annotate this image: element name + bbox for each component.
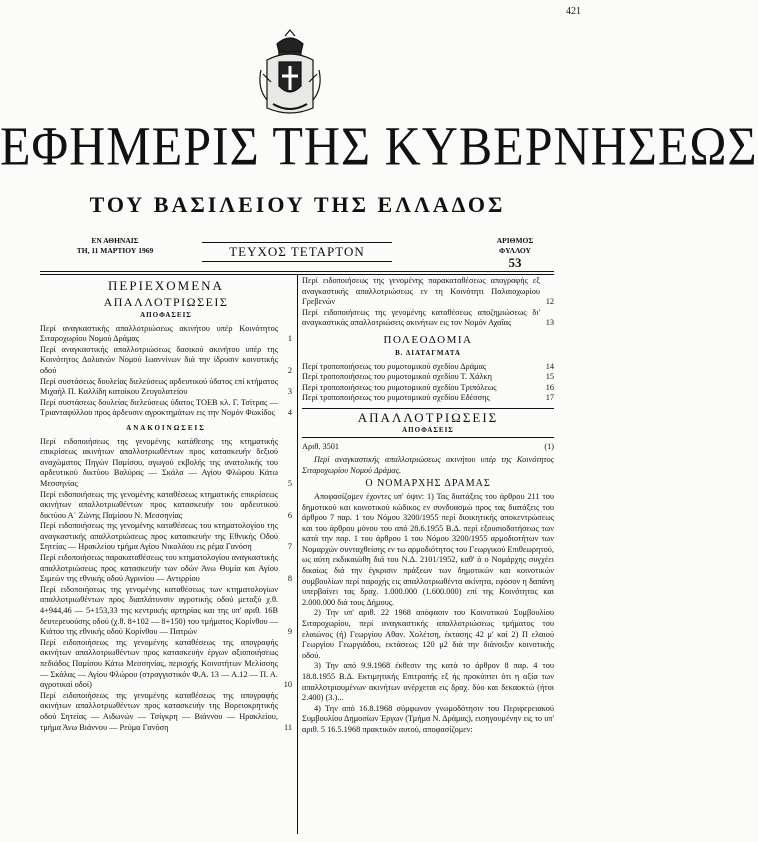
contents-entry-page: 7 [287, 542, 292, 552]
contents-entry [302, 393, 554, 404]
contents-entry-text: Περί τροποποιήσεως του ρυμοτομικού σχεδίου Δράμας [302, 361, 487, 371]
contents-entry [40, 490, 292, 522]
sheet-number: 53 [508, 255, 522, 270]
masthead-title: ΕΦΗΜΕΡΙΣ ΤΗΣ ΚΥΒΕΡΝΗΣΕΩΣ [0, 115, 758, 177]
main-section-title: ΑΠΑΛΛΟΤΡΙΩΣΕΙΣ [357, 409, 499, 425]
decision-mark: (1) [544, 441, 554, 451]
contents-entry-text: Περί ειδοποιήσεως της γενομένης καταθέσεως αποζημιώσεως δι' αναγκαστικάς απαλλοτριώσεις ακινήτων εις τον Νομόν Αχαΐας [302, 307, 540, 328]
decision-header [302, 442, 554, 453]
contents-entry-text: Περί συστάσεως δουλείας διελεύσεως αρδευτικού ύδατος επί κτήματος Μιχαήλ Π. Καλλίδη κατοίκου Ζευγολατείου [40, 376, 278, 397]
contents-entry [302, 308, 554, 329]
contents-entry [40, 553, 292, 585]
contents-entry-page: 4 [287, 408, 292, 418]
left-column [40, 276, 292, 733]
contents-entry [40, 398, 292, 419]
contents-entry [40, 437, 292, 490]
contents-entry-page: 10 [283, 680, 292, 690]
contents-entry [302, 372, 554, 383]
contents-entry [40, 345, 292, 377]
prefect-title: Ο ΝΟΜΑΡΧΗΣ ΔΡΑΜΑΣ [365, 478, 491, 490]
contents-entry-text: Περί τροποποιήσεως του ρυμοτομικού σχεδίου Τριπόλεως [302, 382, 497, 392]
contents-entry-text: Περί τροποποιήσεως του ρυμοτομικού σχεδίου Εδέσσης [302, 393, 490, 403]
contents-entry [302, 276, 554, 308]
contents-entry [40, 377, 292, 398]
contents-entry-text: Περί αναγκαστικής απαλλοτριώσεως ακινήτου υπέρ Κοινότητος Σιταροχωρίου Νομού Δράμας [40, 323, 278, 344]
contents-entry-text: Περί ειδοποιήσεως της γενομένης παρακαταθέσεως απογραφής εξ αναγκαστικής απαλλοτριώσεως εν τη Κοινότητι Παλαιοχωρίου Γρεβενών [302, 276, 540, 307]
issue-date-block [60, 236, 170, 256]
contents-entry-page: 14 [545, 361, 554, 371]
issue-date: ΤΗ, 11 ΜΑΡΤΙΟΥ 1969 [76, 246, 154, 255]
contents-entry [40, 521, 292, 553]
masthead-subtitle: ΤΟΥ ΒΑΣΙΛΕΙΟΥ ΤΗΣ ΕΛΛΑΔΟΣ [89, 192, 506, 217]
contents-entry-text: Περί ειδοποιήσεως της γενομένης καταθέσεως του κτηματολογίου της αναγκαστικής απαλλοτριώσεως προς κατασκευήν της Εθνικής Οδού Σητείας — Ηρακλείου τμήμα Αγίου Νικολάου εις ρέμα Γανόση [40, 521, 278, 552]
contents-entry-text: Περί τροποποιήσεως του ρυμοτομικού σχεδίου Τ. Χάλκη [302, 372, 492, 382]
contents-entry [302, 362, 554, 373]
main-section-box [302, 408, 554, 438]
contents-entry-text: Περί ειδοποιήσεως της γενομένης καταθέσεως της απογραφής ακινήτων απαλλοτριωθέντων προς κατασκευήν έργων αξιοποιήσεως πεδιάδος Παμίσου Κάτω Μεσσηνίας, περιοχής Κοινοτήτων Μελίσσης — Σκάλας — Αγίου Φλώρου (στραγγιστικόν Φ.Α. 13 — Α.12 — Π. Α. αγροτικαί οδοί) [40, 637, 278, 690]
contents-entry-text: Περί ειδοποιήσεως της γενομένης κατάθεσης της κτηματικής επικρίσεως ακινήτων απαλλοτριωθέντων προς κατασκευήν δεξιού αναχώματος Πηγών Παμίσου, αγωγού εκβολής της ανατολικής του αρδευτικού δικτύου Βαλύρας — Σκάλα — Αγίου Φλώρου Κάτω Μεσσηνίας [40, 436, 278, 488]
contents-entry-page: 17 [545, 393, 554, 403]
contents-entry-page: 1 [287, 334, 292, 344]
section-expropriations-title: ΑΠΑΛΛΟΤΡΙΩΣΕΙΣ [103, 295, 229, 309]
decision-paragraph: 4) Την από 16.8.1968 σύμφωνον γνωμοδότησιν του Περιφερειακού Συμβουλίου Δημοσίων Έργων (Τμήμα Ν. Δράμας), εισηγουμένην εις το υπ' αριθ. 5 16.5.1968 πρακτικόν αυτού, αποφασίζομεν: [302, 703, 554, 734]
issue-place: ΕΝ ΑΘΗΝΑΙΣ [91, 236, 139, 245]
contents-entry-page: 16 [545, 382, 554, 392]
issue-volume: ΤΕΥΧΟΣ ΤΕΤΑΡΤΟΝ [202, 242, 392, 262]
decision-subject: Περί αναγκαστικής απαλλοτριώσεως ακινήτου υπέρ της Κοινότητος Σιταροχωρίου Νομού Δράμας. [302, 455, 554, 475]
contents-entry-text: Περί ειδοποιήσεως της γενομένης καταθέσεως των κτηματολογίων απαλλοτριωθέντων προς διαπλάτυνσιν αγροτικής οδού μεταξύ χ.θ. 4+944,46 — 5+153,33 της κεντρικής αρτηρίας και της υπ' αριθ. 16Β δευτερευούσης οδού (χ.θ. 8+102 — 8+150) του τμήματος Κορίνθου — Κιάτου της εθνικής οδού Κορίνθου — Πατρών [40, 584, 278, 637]
contents-entry-text: Περί συστάσεως δουλείας διελεύσεως ύδατος ΤΟΕΒ κλ. Γ. Τσίτρας — Τριανταφύλλου προς άρδευσιν αγροκτημάτων εις την Νομόν Φωκίδος [40, 397, 278, 418]
decision-number: Αριθ. 3501 [302, 441, 340, 451]
header-rule-top [40, 271, 554, 272]
contents-entry [40, 638, 292, 691]
contents-entry-page: 11 [284, 722, 292, 732]
section-decisions-label: ΑΠΟΦΑΣΕΙΣ [140, 311, 192, 319]
right-column [302, 276, 554, 736]
contents-entry-page: 9 [287, 627, 292, 637]
contents-entry-page: 5 [287, 478, 292, 488]
decision-paragraph: 3) Την από 9.9.1968 έκθεσιν της κατά το άρθρον 8 παρ. 4 του 18.8.1955 Β.Δ. Εκτιμητικής Επιτροπής εξ ής προκύπτει ότι η αξία των απαλλοτριουμένων ακινήτων ανέρχεται εις δραχ. δύο και δεκαοκτώ (ήτοι 2.400) (3.)... [302, 661, 554, 703]
contents-title: ΠΕΡΙΕΧΟΜΕΝΑ [108, 278, 224, 293]
column-divider [297, 274, 298, 834]
decision-paragraph: 2) Την υπ' αριθ. 22 1968 απόφασιν του Κοινοτικού Συμβουλίου Σιταροχωρίου, περί αναγκαστικής απαλλοτριώσεως τμήματος του ελαιώνος (ή) Γεωργίου Αθαν. Χολέτση, έκτασης 42 μ' καί 2) Π ελαιού Γεωργίου Γεωργιάδου, εκτάσεως 120 μ2 διά την διάνοιξιν κοινοτικής οδού. [302, 608, 554, 660]
contents-entry-page: 3 [287, 387, 292, 397]
section-urban-planning-title: ΠΟΛΕΟΔΟΜΙΑ [383, 333, 473, 346]
contents-entry [302, 383, 554, 394]
contents-entry-text: Περί αναγκαστικής απαλλοτριώσεως δασικού ακινήτου υπέρ της Κοινότητος Δολιανών Νομού Ιωαννίνων διά την ίδρυσιν κοινοτικής οδού [40, 344, 278, 375]
royal-coat-of-arms-icon [257, 30, 323, 118]
contents-entry-text: Περί ειδοποιήσεως παρακαταθέσεως του κτηματολογίου αναγκαστικής απαλλοτριώσεως προς κατασκευήν των οδών Άνω Θυμία και Αγίου Σιμεών της εθνικής οδού Αγρινίου — Αντιρρίου [40, 553, 278, 584]
contents-entry-page: 8 [287, 574, 292, 584]
page-number: 421 [566, 6, 581, 17]
contents-entry-text: Περί ειδοποιήσεως της γενομένης καταθέσεως της απογραφής ακινήτων απαλλοτριωθέντων προς κατασκευήν της Βορειοκρητικής οδού Σητείας — Αιδωνών — Τσίγκρη — Βιάννου — Ηρακλείου, τμήμα Άνω Βιάννου — Ρεύμα Γανόση [40, 690, 278, 732]
sheet-number-block [480, 236, 550, 270]
contents-entry [40, 324, 292, 345]
decision-paragraph: Αποφασίζομεν έχοντες υπ' όψιν: 1) Τας διατάξεις του άρθρου 211 του δημοτικού και κοινοτικού κώδικος εν συνδυασμώ προς τας διατάξεις του άρθρου 7 παρ. 1 του Νόμου 3200/1955 περί διοικητικής αποκεντρώσεως και του άρθρου μόνου του από 28.6.1955 Β.Δ. περί εξουσιοδοτήσεως των κατά την παρ. 1 του άρθρου 1 του Νόμου 3200/1955 αρμοδιοτήτων των Νομαρχών συνταχθείσης εν τω αρμοδιότητος του Γεωργικού Επιθεωρητού, ως αύτη εκδικαιώθη διά του Ν.Δ. 2101/1952, καθ' ά ο Νομάρχης συγχέει δικαίως διά την έγκρισιν πράξεων των δημοτικών και κοινοτικών συμβουλίων περί παροχής εις απαλλοτριωθέντα ακίνητα, εφόσον η δαπάνη υπερβαίνει τας δραχ. 1.000.000 (1.600.000) επί της Κοινότητος και 2.000.000 διά τους Δήμους. [302, 491, 554, 607]
sheet-number-label: ΑΡΙΘΜΟΣ ΦΥΛΛΟΥ [496, 236, 534, 255]
section-announcements-label: ΑΝΑΚΟΙΝΩΣΕΙΣ [126, 423, 206, 432]
contents-entry-page: 15 [545, 372, 554, 382]
contents-entry [40, 691, 292, 733]
contents-entry-page: 6 [287, 510, 292, 520]
contents-entry-page: 12 [545, 297, 554, 307]
contents-entry [40, 585, 292, 638]
contents-entry-page: 13 [545, 318, 554, 328]
section-decrees-label: Β. ΔΙΑΤΑΓΜΑΤΑ [395, 348, 461, 357]
contents-entry-page: 2 [287, 365, 292, 375]
main-section-sub: ΑΠΟΦΑΣΕΙΣ [402, 425, 454, 434]
contents-entry-text: Περί ειδοποιήσεως της γενομένης καταθέσεως κτηματικής επικρίσεως ακινήτων απαλλοτριωθέντων προς κατασκευήν του αρδευτικού δικτύου Α΄ Ζώνης Παμίσου Ν. Μεσσηνίας [40, 489, 278, 520]
